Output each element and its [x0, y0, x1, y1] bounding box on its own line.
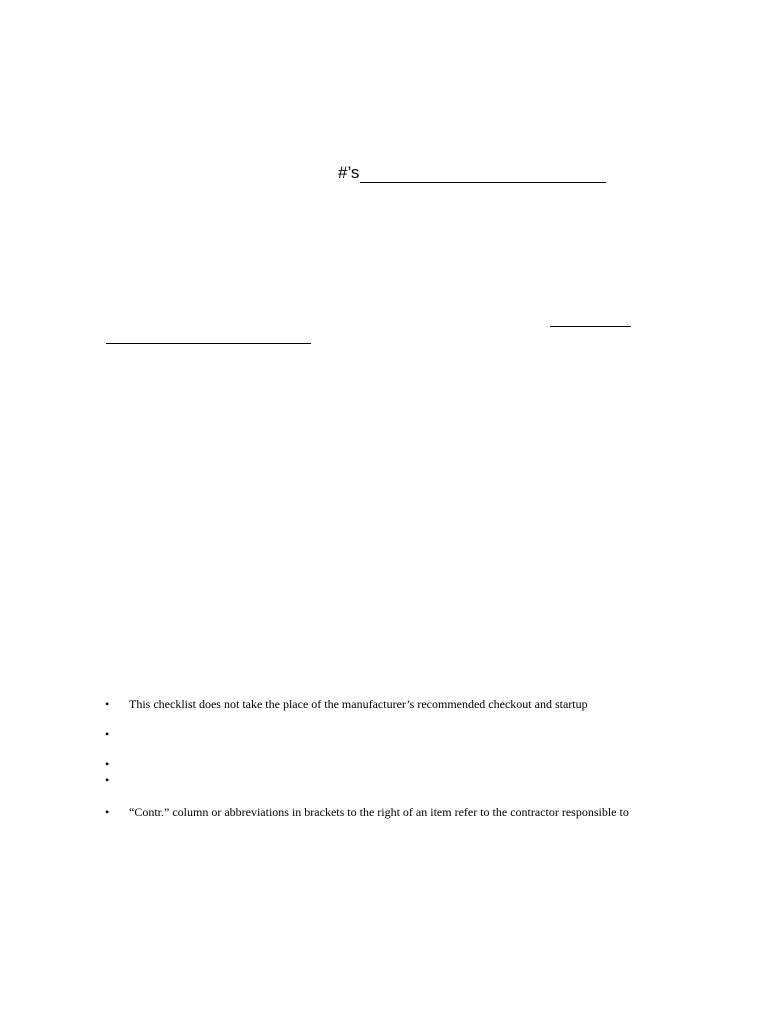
unit-numbers-label: #’s: [338, 163, 360, 182]
list-item-text: This checklist does not take the place of the manufacturer’s recommended checkout and startup: [129, 697, 588, 711]
bullet-icon: •: [105, 805, 110, 819]
bullet-icon: •: [105, 757, 110, 771]
bullet-icon: •: [105, 773, 110, 787]
unit-numbers-field: [338, 163, 606, 183]
list-item-text: “Contr.” column or abbreviations in brackets to the right of an item refer to the contractor responsible to: [129, 805, 629, 819]
bullet-icon: •: [105, 727, 110, 741]
unit-numbers-blank[interactable]: [360, 166, 606, 183]
fill-in-blank-line[interactable]: [550, 326, 631, 327]
fill-in-blank-line[interactable]: [106, 343, 311, 344]
bullet-icon: •: [105, 697, 110, 711]
